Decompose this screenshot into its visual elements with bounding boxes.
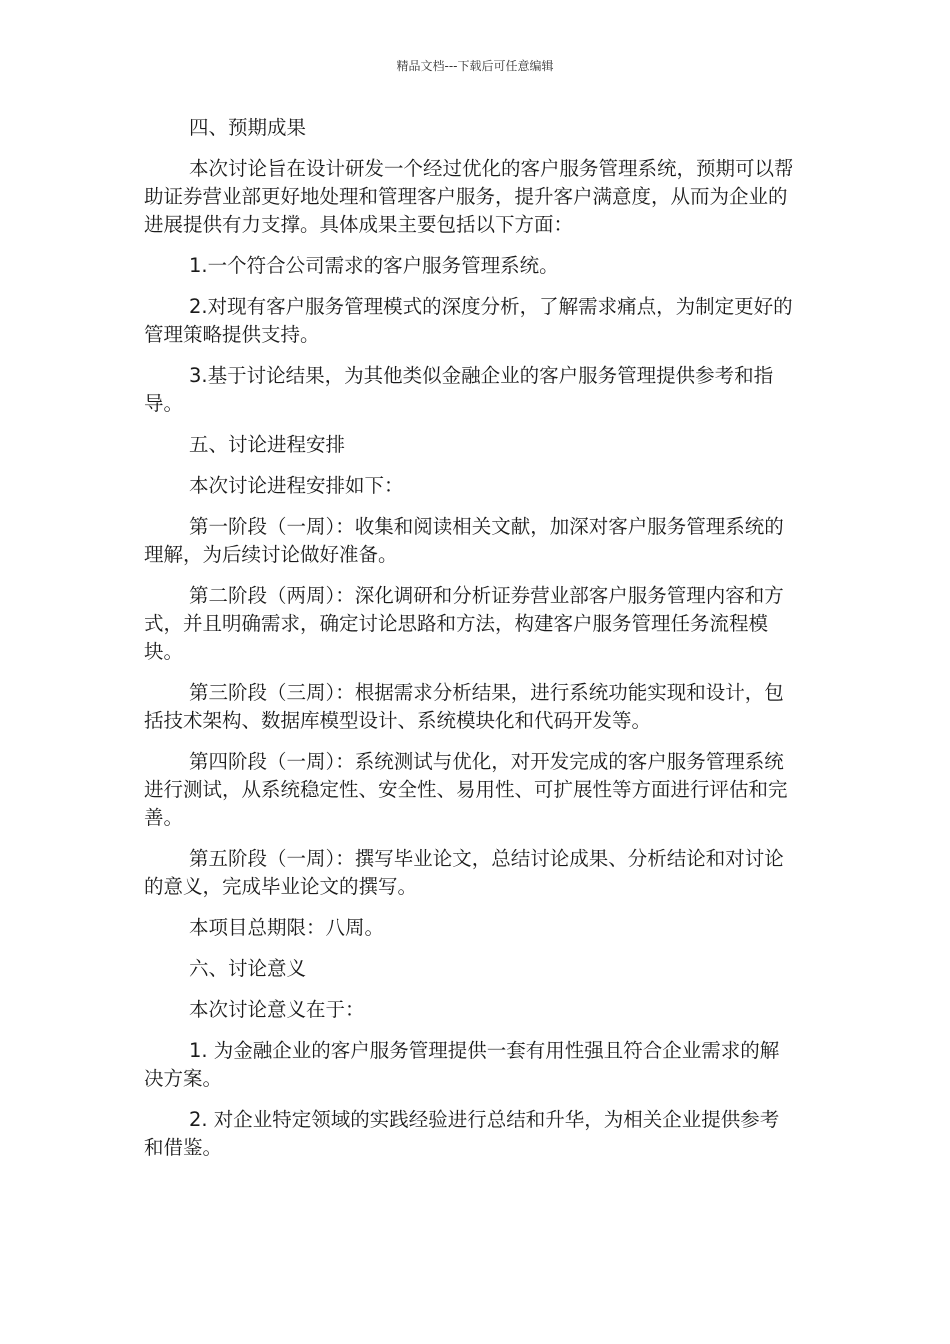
section-heading-significance: 六、讨论意义 [189, 957, 307, 980]
paragraph-expected-results-intro: 本次讨论旨在设计研发一个经过优化的客户服务管理系统，预期可以帮助证券营业部更好地处理和管理客户服务，提升客户满意度，从而为企业的进展提供有力支撑。具体成果主要包括以下方面： [144, 157, 794, 236]
list-item-significance-2: 2. 对企业特定领域的实践经验进行总结和升华，为相关企业提供参考和借鉴。 [144, 1108, 780, 1159]
page-header: 精品文档---下载后可任意编辑 [396, 59, 554, 73]
section-heading-expected-results: 四、预期成果 [189, 116, 307, 139]
schedule-phase-2: 第二阶段（两周）：深化调研和分析证券营业部客户服务管理内容和方式，并且明确需求，确定讨论思路和方法，构建客户服务管理任务流程模块。 [144, 584, 784, 663]
paragraph-total-duration: 本项目总期限：八周。 [189, 916, 385, 939]
list-item-result-1: 1.一个符合公司需求的客户服务管理系统。 [189, 254, 559, 277]
schedule-phase-3: 第三阶段（三周）：根据需求分析结果，进行系统功能实现和设计，包括技术架构、数据库模型设计、系统模块化和代码开发等。 [144, 681, 784, 732]
list-item-result-2: 2.对现有客户服务管理模式的深度分析，了解需求痛点，为制定更好的管理策略提供支持。 [144, 295, 793, 346]
paragraph-schedule-intro: 本次讨论进程安排如下： [189, 474, 404, 497]
document-body [144, 114, 794, 1175]
schedule-phase-1: 第一阶段（一周）：收集和阅读相关文献，加深对客户服务管理系统的理解，为后续讨论做好准备。 [144, 515, 784, 566]
section-heading-schedule: 五、讨论进程安排 [189, 433, 346, 456]
list-item-significance-1: 1. 为金融企业的客户服务管理提供一套有用性强且符合企业需求的解决方案。 [144, 1039, 780, 1090]
schedule-phase-4: 第四阶段（一周）：系统测试与优化，对开发完成的客户服务管理系统进行测试，从系统稳定性、安全性、易用性、可扩展性等方面进行评估和完善。 [144, 750, 788, 829]
paragraph-significance-intro: 本次讨论意义在于： [189, 998, 365, 1021]
list-item-result-3: 3.基于讨论结果，为其他类似金融企业的客户服务管理提供参考和指导。 [144, 364, 774, 415]
schedule-phase-5: 第五阶段（一周）：撰写毕业论文，总结讨论成果、分析结论和对讨论的意义，完成毕业论文的撰写。 [144, 847, 784, 898]
